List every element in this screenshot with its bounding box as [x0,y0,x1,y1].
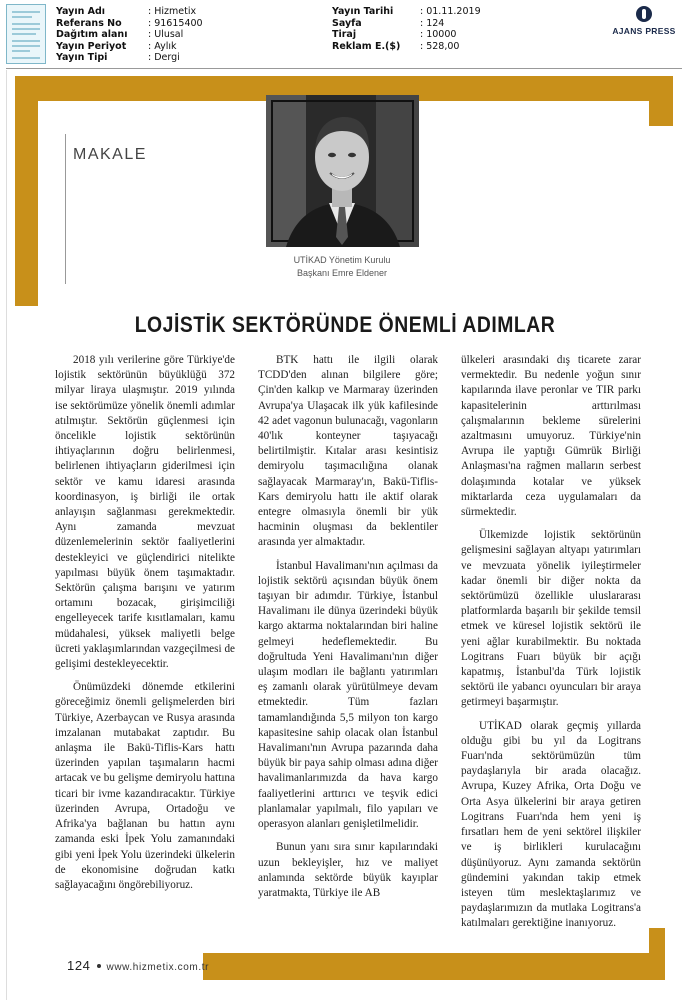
meta-value: : Hizmetix [148,6,197,17]
meta-label: Dağıtım alanı [56,29,128,40]
publication-meta-left [56,6,203,64]
meta-value: : Ulusal [148,29,184,40]
paragraph: UTİKAD olarak geçmiş yıllarda olduğu gibi bu yıl da Logitrans Fuarı'nda sektörümüzün tüm paydaşlarıyla bir arada olacağız. Avrupa, Kuzey Afrika, Orta Doğu ve Orta Asya ülkelerini bir araya getiren Logitrans Fuarı'nda hem yeni iş fırsatları hem de yeni sektörel ilişkiler ve iş birlikleri kurulacağını düşünüyoruz. Aynı zamanda sektörün gündemini yakından takip etmek isteyen tüm meslektaşlarımız ve paydaşlarımızın da mutlaka Logitrans'a katılmaları gerektiğine inanıyoruz. [461,719,641,930]
paragraph: Ülkemizde lojistik sektörünün gelişmesini sağlayan altyapı yatırımları ve mevzuata yönelik iyileştirmeler kadar önemli bir diğer nokta da sektörümüzü özellikle uluslararası platformlarda başarılı bir şekilde temsil etmek ve küresel lojistik sektörü ile yeni ağlar kurabilmektir. Bu noktada Logitrans Fuarı büyük bir açığı kapatmış, İstanbul'da Türk lojistik sektörü ile yabancı oyuncuları bir araya getirmeyi başarmıştır. [461,529,641,709]
meta-label: Yayın Tarihi [332,6,394,17]
meta-label: Yayın Adı [56,6,106,17]
caption-line: Başkanı Emre Eldener [296,268,388,278]
meta-label: Tiraj [332,29,357,40]
accent-band-bottom [203,953,665,980]
portrait-image [266,95,419,247]
meta-label: Referans No [56,17,122,29]
photo-caption [260,254,424,280]
bullet-icon [97,964,101,968]
meta-value: : 528,00 [420,40,460,52]
article-column-3 [461,353,641,940]
meta-label: Yayın Periyot [56,40,127,52]
paragraph: Önümüzdeki dönemde etkilerini göreceğimiz önemli gelişmelerden biri Türkiye, Azerbaycan ve Rusya arasında imzalanan mutabakat zaptıdır. Bu anlaşma ile Bakü-Tiflis-Kars hattı üzerinden yapılan taşımaların hacmi artacak ve bu gelişme demiryolu hattına ticari bir ivme kazandıracaktır. Türkiye üzerinden Avrupa, Ortadoğu ve Afrika'ya bağlanan bu hattın aynı zamanda eski İpek Yolu zamanındaki gibi yeni İpek Yolu üzerindeki ülkelerin de ekonomisine doğrudan katkı sağlayacağını öngörebiliyoruz. [55,681,235,891]
meta-value: : 91615400 [148,17,203,29]
caption-line: UTİKAD Yönetim Kurulu [293,255,391,265]
meta-label: Yayın Tipi [56,52,108,63]
accent-band-left [15,76,38,306]
article-column-1 [55,353,235,901]
document-thumbnail [6,4,46,64]
ajans-press-logo [606,6,682,40]
page-number: 124 [67,958,91,973]
agency-name: AJANS PRESS [612,26,676,36]
paragraph: ülkeleri arasındaki dış ticarete zarar vermektedir. Bu nedenle yoğun sınır kapılarında ilave peronlar ve TIR parkı kapasitelerinin arttırılması çalışmalarının bekleme sürelerini azaltmasını umuyoruz. Türkiye'nin Avrupa ile yaptığı Gümrük Birliği Anlaşması'na rağmen malların serbest dolaşımında kotalar ve yüksek miktarlarda ceza uygulamaları da sürmektedir. [461,354,641,519]
meta-value: : 10000 [420,29,457,40]
author-photo [266,95,419,247]
meta-value: : Dergi [148,52,180,63]
meta-label: Sayfa [332,17,362,29]
article-title: LOJİSTİK SEKTÖRÜNDE ÖNEMLİ ADIMLAR [134,312,556,337]
paragraph: BTK hattı ile ilgili olarak TCDD'den alınan bilgilere göre; Çin'den kalkıp ve Marmaray üzerinden Avrupa'ya Ulaşacak ilk yük kafilesinde 42 adet vagonun bulunacağı, vagonların 40'lık konteyner taşıyacağı belirtilmiştir. Kıtalar arası kesintisiz demiryolu taşımacılığına olanak sağlayacak Marmaray'ın, Bakü-Tiflis-Kars demiryolu hattı ile aktif olarak entegre olmasıyla önemli bir yük hacminin oluşması da beklentiler arasında yer almaktadır. [258,354,438,549]
meta-value: : 01.11.2019 [420,6,481,17]
publication-meta-right [332,6,481,52]
section-divider [65,134,66,284]
paragraph: 2018 yılı verilerine göre Türkiye'de lojistik sektörünün büyüklüğü 372 milyar liraya ulaşmıştır. 2019 yılında ise sektörümüze yönelik önemli adımlar atılmıştır. Sektörün güçlenmesi için öncelikle lojistik sektörünün ihtiyaçlarının doğru belirlenmesi, belirlenen ihtiyaçların giderilmesi için sektör ve kamu idaresi arasında koordinasyon, iş birliği ile ortak anlayışın sağlanması gerekmektedir. Aynı zamanda mevzuat düzenlemelerinin sektör faaliyetlerini destekleyici ve güçlendirici nitelikte yapılması büyük önem taşımaktadır. Sektörün çalışma barışını ve yatırım ortamını bozacak, girişimciliği engelleyecek tarife kısıtlamaları, kamu müdahalesi, yüksek maliyetli belge ücreti yaklaşımlarından vazgeçilmesi de gelişimi destekleyecektir. [55,354,235,671]
ajans-press-icon [636,6,652,22]
magazine-page [6,70,682,1000]
paragraph: İstanbul Havalimanı'nın açılması da lojistik sektörü açısından büyük önem taşıyan bir adımdır. Türkiye, İstanbul Havalimanı ile dünya üzerindeki büyük kargo aktarma noktalarından biri haline gelmeyi hedeflemektedir. Bu doğrultuda Yeni Havalimanı'nın diğer ulaşım modları ile bağlantı yatırımları eş zamanlı olarak yürütülmeye devam etmektedir. Tüm fazları tamamlandığında 5,5 milyon ton kargo kapasitesine sahip olacak olan İstanbul Havalimanı'nın Avrupa pazarında daha büyük bir paya sahip olması adına diğer havalimanlarımızda da hava kargo faaliyetlerini arttırıcı ve teşvik edici planlamalar yapılmalı, filo yapıları ve operasyon alanları genişletilmelidir. [258,559,438,831]
accent-band-right [649,76,673,126]
paragraph: Bunun yanı sıra sınır kapılarındaki uzun bekleyişler, hız ve maliyet anlamında sektörde büyük kayıplar yaratmakta, Türkiye ile AB [258,841,438,899]
meta-value: : Aylık [148,40,177,52]
website-link[interactable]: www.hizmetix.com.tr [106,962,210,973]
page-footer [67,958,209,973]
article-body [55,353,641,930]
section-label: MAKALE [73,146,147,163]
clipping-header [0,0,688,70]
meta-label: Reklam E.($) [332,40,401,52]
article-column-2 [258,353,438,909]
meta-value: : 124 [420,17,445,29]
header-divider [6,68,682,69]
